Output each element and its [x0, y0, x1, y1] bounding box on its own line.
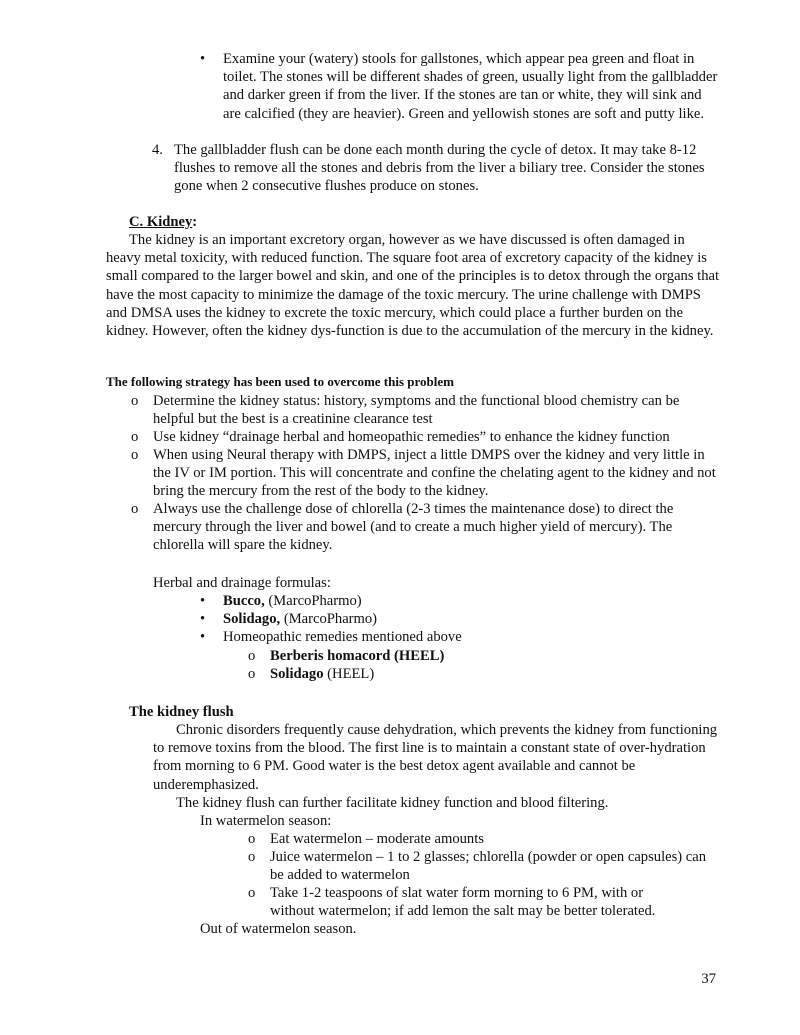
bullet-circle: o	[131, 447, 139, 463]
page-number: 37	[701, 971, 716, 987]
bullet-circle: o	[248, 831, 256, 847]
bullet-circle: o	[248, 648, 256, 664]
kidney-heading: C. Kidney:	[129, 214, 198, 230]
kidney-flush-paragraph-1: Chronic disorders frequently cause dehydration, which prevents the kidney from functioning to remove toxins from the blood. The first line is to maintain a constant state of over-hydration from morning to 6 PM. Good water is the best detox agent available and cannot be underemphasized.	[153, 722, 718, 793]
kidney-flush-heading: The kidney flush	[129, 704, 234, 720]
in-watermelon-season: In watermelon season:	[200, 813, 332, 829]
herbal-solidago-heel: Solidago (HEEL)	[270, 666, 375, 682]
item-number-4: 4.	[152, 142, 163, 158]
gallstone-bullet-text: Examine your (watery) stools for gallstones, which appear pea green and float in toilet. The stones will be different shades of green, usually light from the gallbladder and darker green if from the liver. If the stones are tan or white, they will sink and are calcified (they are heavier). Green and yellowish stones are soft and putty like.	[223, 51, 718, 122]
bullet-circle: o	[131, 501, 139, 517]
out-of-watermelon-season: Out of watermelon season.	[200, 921, 357, 937]
herbal-solidago: Solidago, (MarcoPharmo)	[223, 611, 378, 627]
kidney-flush-paragraph-2: The kidney flush can further facilitate kidney function and blood filtering.	[176, 795, 609, 811]
strategy-item-3: When using Neural therapy with DMPS, inject a little DMPS over the kidney and very little in the IV or IM portion. This will concentrate and confine the chelating agent to the kidney and not bring the mercury from the rest of the body to the kidney.	[153, 447, 716, 500]
bullet-disc: •	[200, 629, 206, 645]
bullet-circle: o	[131, 393, 139, 409]
herbal-bucco: Bucco, (MarcoPharmo)	[223, 593, 362, 609]
herbal-berberis: Berberis homacord (HEEL)	[270, 648, 445, 664]
bullet-circle: o	[248, 885, 256, 901]
herbal-intro: Herbal and drainage formulas:	[153, 575, 331, 591]
bullet-disc: •	[200, 593, 206, 609]
kidney-paragraph: The kidney is an important excretory organ, however as we have discussed is often damaged in heavy metal toxicity, with reduced function. The square foot area of excretory capacity of the kidney is small compared to the larger bowel and skin, and one of the principles is to detox through the organs that have the most capacity to minimize the damage of the toxic mercury. The urine challenge with DMPS and DMSA uses the kidney to excrete the toxic mercury, which could place a further burden on the kidney. However, often the kidney dys-function is due to the accumulation of the mercury in the kidney.	[106, 232, 720, 340]
watermelon-item-1: Eat watermelon – moderate amounts	[270, 831, 484, 847]
bullet-disc: •	[200, 51, 206, 67]
herbal-homeopathic: Homeopathic remedies mentioned above	[223, 629, 462, 645]
watermelon-item-3: Take 1-2 teaspoons of slat water form morning to 6 PM, with or without watermelon; if add lemon the salt may be better tolerated.	[270, 885, 656, 920]
watermelon-item-2: Juice watermelon – 1 to 2 glasses; chlorella (powder or open capsules) can be added to watermelon	[270, 849, 707, 884]
bullet-circle: o	[248, 849, 256, 865]
strategy-heading: The following strategy has been used to overcome this problem	[106, 374, 454, 389]
bullet-circle: o	[131, 429, 139, 445]
strategy-item-2: Use kidney “drainage herbal and homeopathic remedies” to enhance the kidney function	[153, 429, 670, 445]
strategy-item-4: Always use the challenge dose of chlorella (2-3 times the maintenance dose) to direct the mercury through the liver and bowel (and to create a much higher yield of mercury). The chlorella will spare the kidney.	[153, 501, 674, 554]
bullet-disc: •	[200, 611, 206, 627]
strategy-item-1: Determine the kidney status: history, symptoms and the functional blood chemistry can be helpful but the best is a creatinine clearance test	[153, 393, 680, 428]
gallbladder-flush-text: The gallbladder flush can be done each month during the cycle of detox. It may take 8-12 flushes to remove all the stones and debris from the liver a biliary tree. Consider the stones gone when 2 consecutive flushes produce on stones.	[174, 142, 705, 195]
bullet-circle: o	[248, 666, 256, 682]
